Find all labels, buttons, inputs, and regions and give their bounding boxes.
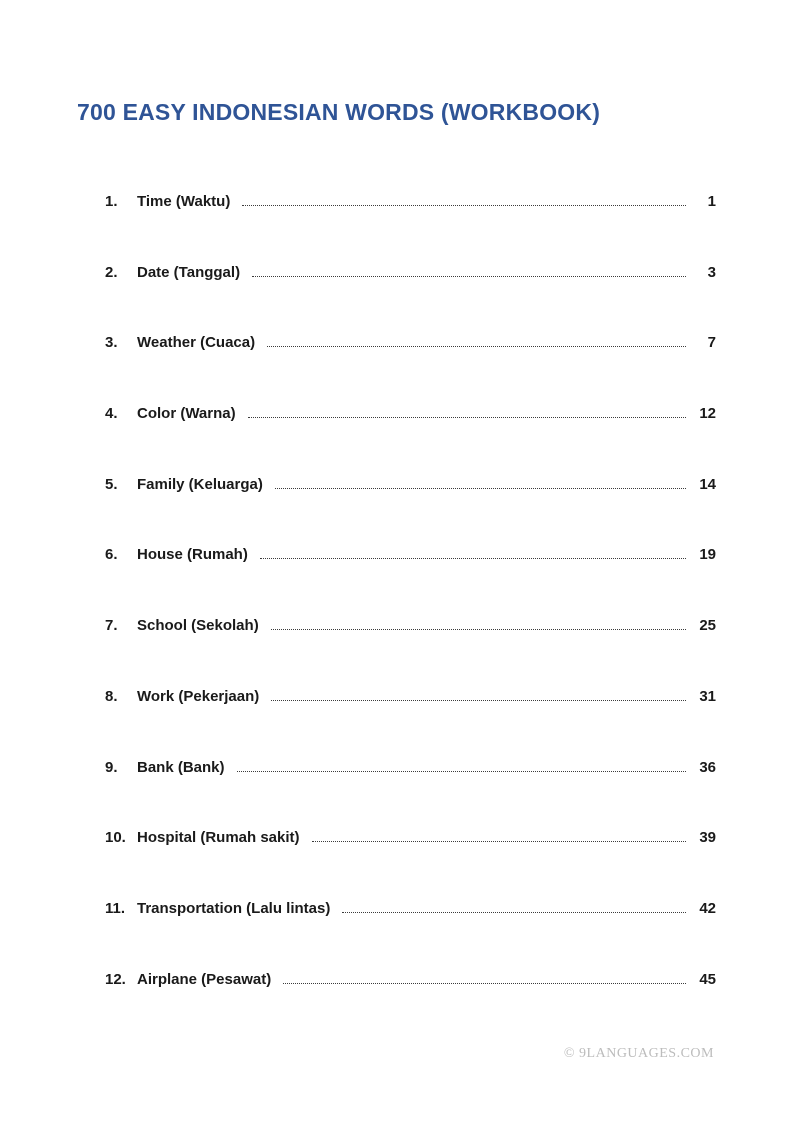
toc-entry-page-number: 45 [699,970,716,988]
toc-entry-page-number: 39 [699,829,716,847]
toc-entry-page-number: 12 [699,405,716,423]
toc-entry-label: Transportation (Lalu lintas) [137,899,331,917]
toc-entry-school [105,617,716,639]
toc-entry-airplane [105,971,716,993]
toc-dot-leader [283,982,686,984]
toc-entry-number: 11. [105,899,126,917]
toc-entry-label: Time (Waktu) [137,193,231,210]
toc-entry-label: Family (Keluarga) [137,475,263,493]
toc-entry-page-number: 1 [707,193,716,210]
toc-entry-page-number: 19 [699,546,716,564]
toc-dot-leader [271,628,686,630]
page-title: 700 EASY INDONESIAN WORDS (WORKBOOK) [77,99,601,126]
toc-dot-leader [275,487,686,489]
toc-entry-hospital [105,829,716,851]
copyright-credit: © 9LANGUAGES.COM [563,1046,714,1061]
toc-entry-number: 8. [105,687,118,705]
table-of-contents [105,193,716,1041]
toc-entry-number: 9. [105,758,118,776]
toc-entry-label: Date (Tanggal) [137,263,241,281]
toc-entry-label: House (Rumah) [137,546,248,564]
toc-dot-leader [267,345,686,347]
toc-dot-leader [271,699,686,701]
toc-dot-leader [248,416,686,418]
toc-entry-page-number: 3 [707,263,716,281]
toc-entry-label: Airplane (Pesawat) [137,970,272,988]
toc-entry-number: 12. [105,970,126,988]
toc-entry-date [105,264,716,286]
toc-entry-bank [105,759,716,781]
toc-entry-label: Weather (Cuaca) [137,334,256,352]
toc-entry-page-number: 36 [699,758,716,776]
toc-entry-work [105,688,716,710]
toc-entry-number: 2. [105,263,118,281]
toc-dot-leader [260,557,686,559]
toc-dot-leader [342,911,686,913]
toc-dot-leader [242,204,686,206]
toc-entry-number: 10. [105,829,126,847]
toc-entry-color [105,405,716,427]
toc-entry-page-number: 42 [699,899,716,917]
toc-entry-house [105,546,716,568]
toc-entry-label: Hospital (Rumah sakit) [137,829,300,847]
toc-dot-leader [252,275,686,277]
toc-entry-page-number: 7 [707,334,716,352]
toc-entry-number: 4. [105,405,118,423]
toc-entry-page-number: 14 [699,475,716,493]
toc-entry-number: 3. [105,334,118,352]
toc-entry-time [105,193,716,215]
toc-dot-leader [312,840,686,842]
toc-entry-number: 1. [105,193,118,210]
toc-entry-label: Work (Pekerjaan) [137,687,260,705]
toc-entry-label: School (Sekolah) [137,617,259,635]
toc-entry-label: Color (Warna) [137,405,236,423]
toc-entry-number: 5. [105,475,118,493]
toc-entry-number: 6. [105,546,118,564]
toc-entry-weather [105,334,716,356]
toc-entry-page-number: 31 [699,687,716,705]
toc-entry-label: Bank (Bank) [137,758,225,776]
toc-dot-leader [237,770,686,772]
toc-entry-number: 7. [105,617,118,635]
toc-entry-transportation [105,900,716,922]
toc-entry-family [105,476,716,498]
toc-entry-page-number: 25 [699,617,716,635]
